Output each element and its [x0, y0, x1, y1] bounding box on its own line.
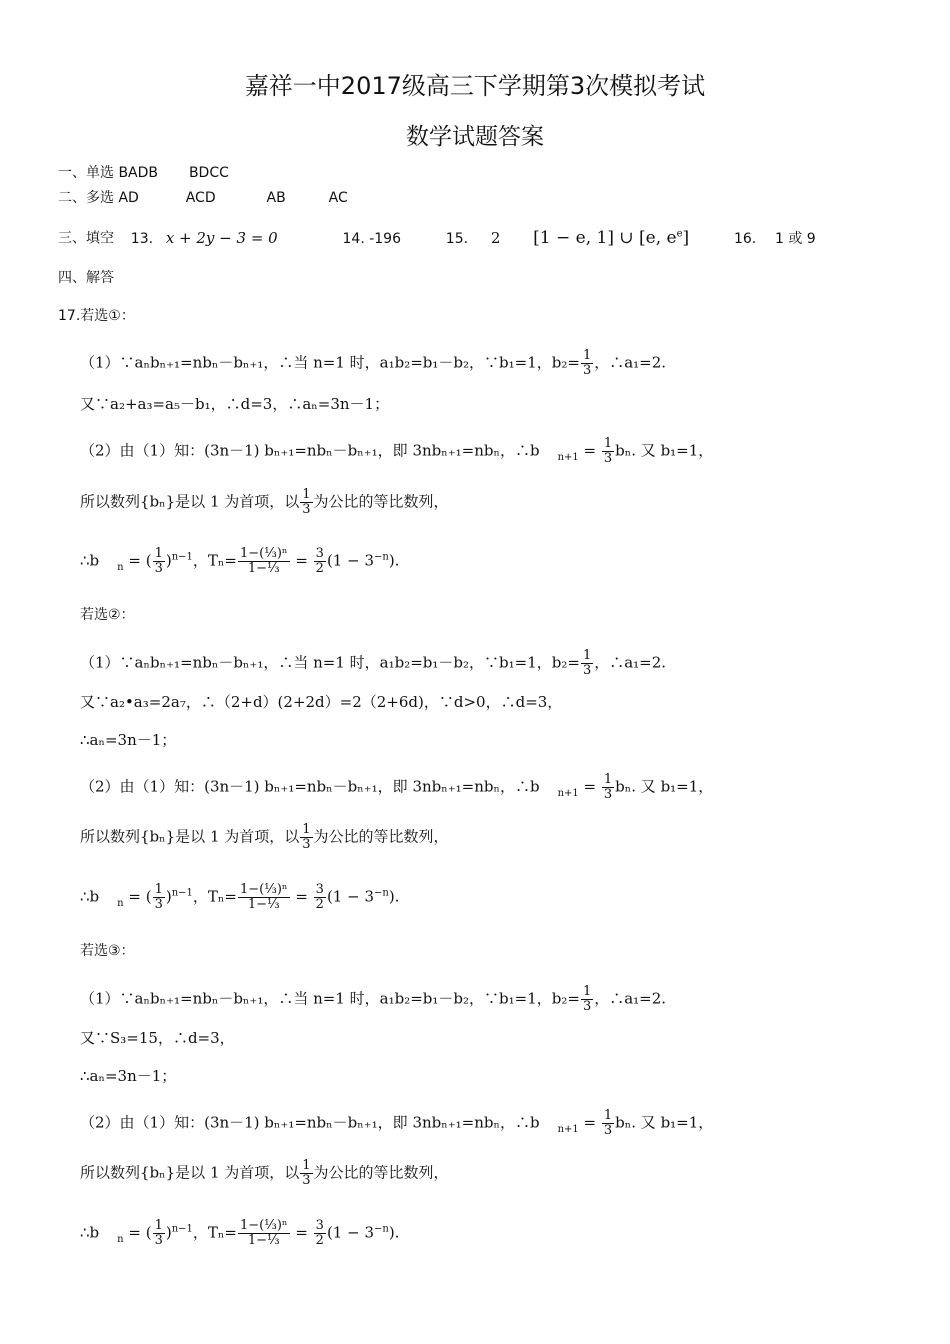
section-label: 二、多选: [58, 190, 114, 206]
option1-result: ∴b $_n$ = ( $\frac{1}{3}$ )$^{n-1}$，Tₙ= $\frac{\text{1−(⅓)ⁿ}}{\text{1−⅓}}$ = $\frac{3}{2}$ $(1 - 3^{-n})$.: [80, 546, 400, 576]
q16-answer: 1 或 9: [774, 230, 816, 247]
section-label: 一、单选: [58, 165, 114, 181]
option2-line3: ∴aₙ=3n－1；: [80, 731, 177, 749]
option2-part2: （2）由（1）知：(3n－1) bₙ₊₁=nbₙ－bₙ₊₁，即 3nbₙ₊₁=nbₙ，∴b $_{n+1}$ = $\frac{1}{3}$ bₙ. 又 b₁=1，: [80, 772, 714, 802]
section-label: 三、填空: [58, 230, 114, 247]
q15-answer-a: 2: [490, 228, 501, 247]
option3-result: ∴b $_n$ = ( $\frac{1}{3}$ )$^{n-1}$，Tₙ= $\frac{\text{1−(⅓)ⁿ}}{\text{1−⅓}}$ = $\frac{3}{2}$ $(1 - 3^{-n})$.: [80, 1218, 400, 1248]
option3-label: 若选③：: [80, 943, 135, 959]
single-choice-row: [58, 163, 229, 183]
answer: ACD: [185, 190, 216, 206]
option3-line2: 又∵S₃=15，∴d=3，: [80, 1029, 235, 1047]
answer: AD: [118, 190, 139, 206]
answer: AB: [266, 190, 286, 206]
q15-answer-b: [1 − e, 1] ∪ [e, $e^e$]: [533, 227, 690, 248]
page-subtitle: 数学试题答案: [406, 124, 544, 150]
answer: AC: [328, 190, 348, 206]
q13-answer: x + 2y − 3 = 0: [165, 228, 278, 247]
answer: BDCC: [188, 165, 229, 181]
answer: BADB: [118, 165, 159, 181]
option1-part2: （2）由（1）知：(3n－1) bₙ₊₁=nbₙ－bₙ₊₁，即 3nbₙ₊₁=nbₙ，∴b $_{n+1}$ = $\frac{1}{3}$ bₙ. 又 b₁=1，: [80, 436, 714, 466]
section-label: 四、解答: [58, 270, 114, 286]
fill-in-row: 三、填空 13. x + 2y − 3 = 0 14. -196 15. 2 [1 − e, 1] ∪ [e, $e^e$] 16. 1 或 9: [58, 227, 816, 248]
q14-answer: 14. -196: [342, 230, 401, 247]
page-title: 嘉祥一中2017级高三下学期第3次模拟考试: [244, 72, 706, 100]
option2-result: ∴b $_n$ = ( $\frac{1}{3}$ )$^{n-1}$，Tₙ= $\frac{\text{1−(⅓)ⁿ}}{\text{1−⅓}}$ = $\frac{3}{2}$ $(1 - 3^{-n})$.: [80, 882, 400, 912]
option3-geometric: 所以数列{bₙ}是以 1 为首项，以 $\frac{1}{3}$ 为公比的等比数列，: [80, 1158, 449, 1188]
option2-geometric: 所以数列{bₙ}是以 1 为首项，以 $\frac{1}{3}$ 为公比的等比数列，: [80, 822, 449, 852]
option2-part1: （1）∵aₙbₙ₊₁=nbₙ－bₙ₊₁，∴当 n=1 时，a₁b₂=b₁－b₂，∵b₁=1，b₂= $\frac{1}{3}$ ，∴a₁=2.: [80, 648, 667, 678]
option3-line3: ∴aₙ=3n－1；: [80, 1067, 177, 1085]
option3-part2: （2）由（1）知：(3n－1) bₙ₊₁=nbₙ－bₙ₊₁，即 3nbₙ₊₁=nbₙ，∴b $_{n+1}$ = $\frac{1}{3}$ bₙ. 又 b₁=1，: [80, 1108, 714, 1138]
multi-choice-row: [58, 188, 348, 208]
q17-label: 17.若选①：: [58, 308, 135, 324]
option1-line2: 又∵a₂+a₃=a₅－b₁，∴d=3，∴aₙ=3n－1；: [80, 395, 390, 413]
option1-part1: （1）∵aₙbₙ₊₁=nbₙ－bₙ₊₁，∴当 n=1 时，a₁b₂=b₁－b₂，∵b₁=1，b₂= $\frac{1}{3}$ ，∴a₁=2.: [80, 348, 667, 378]
option3-part1: （1）∵aₙbₙ₊₁=nbₙ－bₙ₊₁，∴当 n=1 时，a₁b₂=b₁－b₂，∵b₁=1，b₂= $\frac{1}{3}$ ，∴a₁=2.: [80, 984, 667, 1014]
option2-label: 若选②：: [80, 607, 135, 623]
option1-geometric: 所以数列{bₙ}是以 1 为首项，以 $\frac{1}{3}$ 为公比的等比数列，: [80, 487, 449, 517]
option2-line2: 又∵a₂•a₃=2a₇，∴（2+d）(2+2d）=2（2+6d)，∵d>0，∴d=3，: [80, 693, 563, 711]
